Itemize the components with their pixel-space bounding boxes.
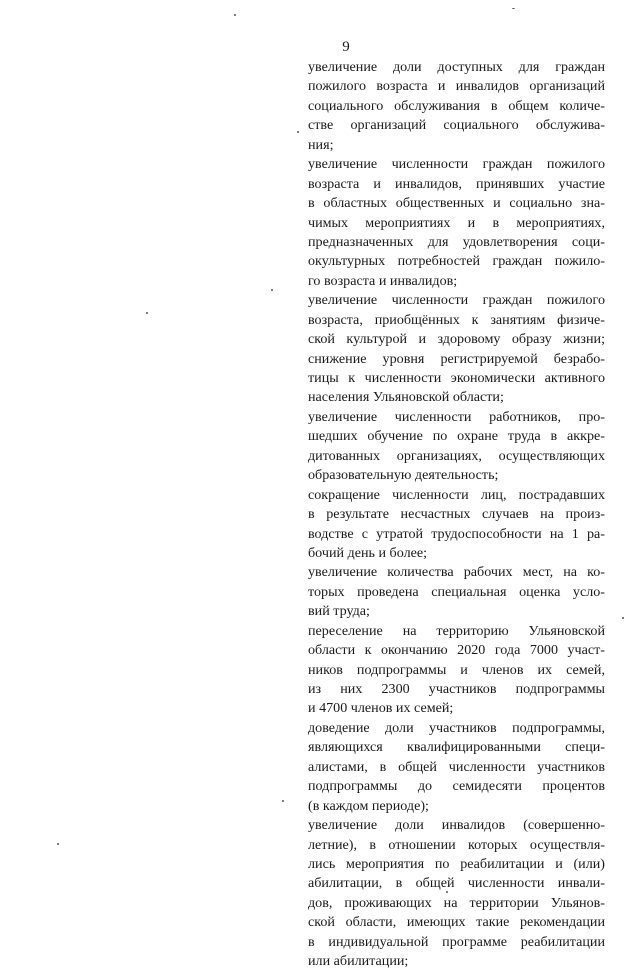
text-line: из них 2300 участников подпрограммы bbox=[308, 681, 605, 697]
text-line: чимых мероприятиях и в мероприятиях, bbox=[308, 214, 605, 231]
scan-speck bbox=[146, 312, 148, 314]
text-line: социального обслуживания в общем количе- bbox=[308, 97, 605, 114]
text-line: лись мероприятия по реабилитации и (или) bbox=[308, 855, 605, 872]
text-line: предназначенных для удовлетворения соци- bbox=[308, 233, 605, 250]
text-line: доведение доли участников подпрограммы, bbox=[308, 719, 605, 736]
text-line: алистами, в общей численности участников bbox=[308, 758, 605, 775]
text-line: абилитации, в общей численности инвали- bbox=[308, 875, 605, 892]
text-line: дов, проживающих на территории Ульянов- bbox=[308, 894, 605, 911]
scan-speck bbox=[282, 800, 284, 802]
text-line: вий труда; bbox=[308, 603, 370, 620]
text-line: бочий день и более; bbox=[308, 544, 428, 561]
text-line: ской культурой и здоровому образу жизни; bbox=[308, 331, 605, 348]
text-line: ников подпрограммы и членов их семей, bbox=[308, 661, 605, 678]
text-line: летние), в отношении которых осуществля- bbox=[308, 836, 605, 853]
text-line: увеличение доли инвалидов (совершенно- bbox=[308, 817, 605, 834]
scan-speck bbox=[297, 131, 299, 133]
scan-speck bbox=[234, 14, 236, 16]
text-line: (в каждом периоде); bbox=[308, 797, 429, 814]
text-line: возраста и инвалидов, принявших участие bbox=[308, 175, 605, 192]
body-text bbox=[308, 58, 605, 972]
scan-speck bbox=[446, 891, 448, 893]
scan-speck bbox=[512, 8, 515, 9]
text-line: стве организаций социального обслужива- bbox=[308, 117, 605, 134]
text-line: и 4700 членов их семей; bbox=[308, 700, 454, 717]
text-line: снижение уровня регистрируемой безрабо- bbox=[308, 350, 605, 367]
text-line: в результате несчастных случаев на произ- bbox=[308, 506, 605, 523]
text-line: увеличение количества рабочих мест, на ко- bbox=[308, 564, 605, 581]
text-line: подпрограммы до семидесяти процентов bbox=[308, 778, 605, 795]
text-line: шедших обучение по охране труда в аккре- bbox=[308, 428, 605, 445]
text-line: ской области, имеющих такие рекомендации bbox=[308, 914, 605, 931]
text-line: ния; bbox=[308, 136, 334, 153]
text-line: переселение на территорию Ульяновской bbox=[308, 622, 605, 639]
text-line: торых проведена специальная оценка усло- bbox=[308, 583, 605, 600]
scan-speck bbox=[622, 617, 624, 619]
text-line: дитованных организациях, осуществляющих bbox=[308, 447, 605, 464]
scan-speck bbox=[57, 843, 59, 845]
text-line: го возраста и инвалидов; bbox=[308, 272, 458, 289]
text-line: сокращение численности лиц, пострадавших bbox=[308, 486, 605, 503]
text-line: водстве с утратой трудоспособности на 1 ра- bbox=[308, 525, 605, 542]
page-number: 9 bbox=[342, 39, 350, 55]
text-line: являющихся квалифицированными специ- bbox=[308, 739, 605, 756]
text-line: пожилого возраста и инвалидов организаций bbox=[308, 78, 605, 95]
text-line: увеличение численности граждан пожилого bbox=[308, 156, 605, 173]
text-line: или абилитации; bbox=[308, 953, 409, 970]
text-line: увеличение доли доступных для граждан bbox=[308, 59, 605, 75]
text-line: окультурных потребностей граждан пожило- bbox=[308, 253, 605, 270]
text-line: возраста, приобщённых к занятиям физиче- bbox=[308, 311, 605, 328]
text-line: в индивидуальной программе реабилитации bbox=[308, 933, 605, 950]
text-line: увеличение численности граждан пожилого bbox=[308, 292, 605, 309]
text-line: увеличение численности работников, про- bbox=[308, 408, 605, 425]
text-line: тицы к численности экономически активного bbox=[308, 370, 605, 386]
text-line: населения Ульяновской области; bbox=[308, 389, 504, 406]
text-line: в областных общественных и социально зна- bbox=[308, 195, 605, 212]
text-line: области к окончанию 2020 года 7000 участ- bbox=[308, 642, 605, 659]
text-line: образовательную деятельность; bbox=[308, 467, 499, 484]
scan-speck bbox=[271, 289, 273, 291]
